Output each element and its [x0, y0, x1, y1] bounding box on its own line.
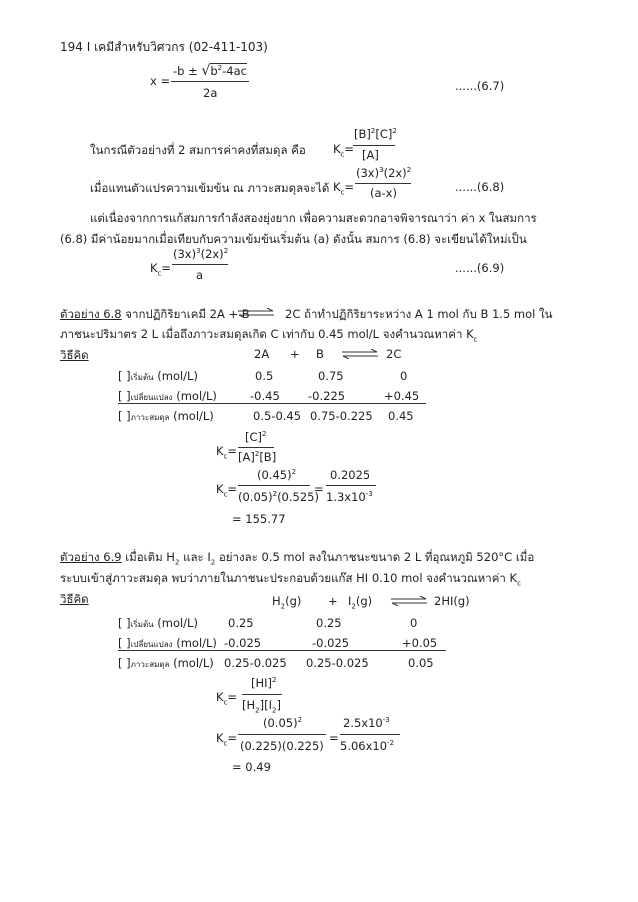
case2-numerator: $[B]^2[C]^2$ [354, 127, 397, 141]
table-cell: +0.45 [384, 389, 420, 403]
example-6-9-line-2: ระบบเข้าสู่ภาวะสมดุล พบว่าภายในภาชนะประกอบด้วยแก๊ส HI 0.10 mol จงคำนวณหาค่า $K_c$ [60, 571, 521, 588]
table-cell: 0.75-0.225 [310, 409, 373, 423]
example-6-9-label: ตัวอย่าง 6.9 [60, 550, 122, 564]
paragraph-line-1: แต่เนื่องจากการแก้สมการกำลังสองยุ่งยาก เพื่อความสะดวกอาจพิจารณาว่า ค่า x ในสมการ [90, 211, 537, 225]
approx-numerator: $(3x)^3(2x)^2$ [173, 247, 229, 261]
fraction-bar [238, 485, 310, 486]
table-cell: 0.05 [408, 656, 434, 670]
table-cell: 0 [410, 616, 418, 630]
ex68-kc-numerator: $[C]^2$ [245, 430, 267, 444]
table-cell: -0.025 [224, 636, 262, 650]
table-cell: 0.25-0.025 [306, 656, 369, 670]
ex69-result-denominator: $5.06x10^{-2}$ [340, 739, 395, 753]
fraction-bar [171, 81, 249, 82]
table-cell: 0.5-0.45 [253, 409, 302, 423]
paragraph-line-2: (6.8) มีค่าน้อยมากเมื่อเทียบกับความเข้มข้นเริ่มต้น (a) ดังนั้น สมการ (6.8) จะเขียนได้ใหม่เป็น [60, 232, 527, 246]
ex69-kc-denominator: $[H_2][I_2]$ [242, 698, 281, 715]
ex69-species-c: 2HI(g) [434, 594, 470, 608]
table-cell: 0 [400, 369, 408, 383]
ex69-final-result: = 0.49 [232, 760, 271, 774]
table-cell: 0.25 [228, 616, 254, 630]
example-6-8-line-1: ตัวอย่าง 6.8 จากปฏิกิริยาเคมี 2A + B [60, 307, 250, 321]
table-cell: -0.025 [312, 636, 350, 650]
equals-sign: = [329, 731, 339, 745]
equation-ref-6-8: ......(6.8) [455, 180, 505, 194]
ex68-kc-denominator: $[A]^2[B]$ [238, 450, 277, 464]
table-cell: 0.75 [318, 369, 344, 383]
ex68-row-initial: [ ]เริ่มต้น (mol/L) [118, 369, 198, 383]
equation-ref-6-9: ......(6.9) [455, 261, 505, 275]
table-divider [118, 403, 426, 404]
example-6-8-line-1b: 2C ถ้าทำปฏิกิริยาระหว่าง A 1 mol กับ B 1.5 mol ใน [285, 307, 553, 321]
ex68-kc-label: $K_c=$ [216, 444, 238, 461]
ex69-kc-label: $K_c=$ [216, 690, 238, 707]
table-cell: 0.45 [388, 409, 414, 423]
fraction-bar [238, 734, 326, 735]
ex69-kc-calc-label: $K_c=$ [216, 731, 238, 748]
equals-sign: = [314, 482, 324, 496]
equilibrium-arrows-icon [341, 349, 379, 359]
fraction-bar [326, 485, 376, 486]
example-6-9-method: วิธีคิด [60, 592, 89, 606]
substitute-text: เมื่อแทนตัวแปรความเข้มข้น ณ ภาวะสมดุลจะได้ [90, 181, 330, 195]
ex68-calc-numerator: $(0.45)^2$ [257, 468, 297, 482]
case2-denominator: [A] [362, 148, 379, 162]
ex69-plus: + [328, 594, 338, 608]
fraction-bar [242, 694, 282, 695]
table-divider [118, 650, 446, 651]
example-6-8-method: วิธีคิด [60, 348, 89, 362]
ex69-calc-numerator: $(0.05)^2$ [263, 716, 303, 730]
table-cell: +0.05 [402, 636, 438, 650]
fraction-bar [355, 183, 411, 184]
case2-kc: $K_c=$ [333, 142, 355, 159]
ex69-result-numerator: $2.5x10^{-3}$ [343, 716, 390, 730]
quadratic-numerator: $-b \pm √b^2-4ac$ [173, 63, 247, 79]
table-cell: -0.225 [308, 389, 346, 403]
ex68-final-result: = 155.77 [232, 512, 286, 526]
ex69-kc-numerator: [HI]$^2$ [251, 676, 277, 690]
page-header: 194 I เคมีสำหรับวิศวกร (02-411-103) [60, 40, 268, 54]
quadratic-lhs: x = [150, 74, 171, 88]
ex68-plus: + [290, 347, 300, 361]
fraction-bar [340, 734, 400, 735]
table-cell: 0.25-0.025 [224, 656, 287, 670]
ex68-species-b: B [316, 347, 324, 361]
ex68-species-a: 2A [254, 347, 270, 361]
sqrt-icon: √ [201, 63, 211, 79]
equation-ref-6-7: ......(6.7) [455, 79, 505, 93]
ex68-calc-denominator: $(0.05)^2(0.525)$ [238, 490, 319, 504]
example-6-8-line-2: ภาชนะปริมาตร 2 L เมื่อถึงภาวะสมดุลเกิด C เท่ากับ 0.45 mol/L จงคำนวณหาค่า $K_c$ [60, 327, 478, 344]
fraction-bar [353, 145, 395, 146]
fraction-bar [172, 264, 228, 265]
table-cell: -0.45 [250, 389, 280, 403]
quadratic-denominator: 2a [203, 86, 218, 100]
substitute-numerator: $(3x)^3(2x)^2$ [356, 166, 412, 180]
example-6-9-line-1: ตัวอย่าง 6.9 เมื่อเติม $H_2$ และ $I_2$ อย่างละ 0.5 mol ลงในภาชนะขนาด 2 L ที่อุณหภูมิ 520°C เมื่อ [60, 550, 535, 567]
ex69-row-equilibrium: [ ]ภาวะสมดุล (mol/L) [118, 656, 214, 670]
example-6-8-label: ตัวอย่าง 6.8 [60, 307, 122, 321]
ex68-kc-calc-label: $K_c=$ [216, 482, 238, 499]
substitute-kc: $K_c=$ [333, 180, 355, 197]
case2-text: ในกรณีตัวอย่างที่ 2 สมการค่าคงที่สมดุล คือ [90, 143, 306, 157]
ex69-calc-denominator: (0.225)(0.225) [240, 739, 324, 753]
ex69-row-change: [ ]เปลี่ยนแปลง (mol/L) [118, 636, 217, 650]
ex68-species-c: 2C [386, 347, 402, 361]
fraction-bar [238, 447, 274, 448]
equilibrium-arrows-icon [237, 308, 275, 318]
ex69-species-a: $H_2(g)$ [272, 594, 302, 611]
approx-denominator: a [196, 268, 204, 282]
ex69-row-initial: [ ]เริ่มต้น (mol/L) [118, 616, 198, 630]
substitute-denominator: (a-x) [370, 186, 397, 200]
ex68-row-equilibrium: [ ]ภาวะสมดุล (mol/L) [118, 409, 214, 423]
ex68-result-numerator: 0.2025 [330, 468, 371, 482]
ex68-result-denominator: $1.3x10^{-3}$ [326, 490, 373, 504]
ex69-species-b: $I_2(g)$ [348, 594, 373, 611]
table-cell: 0.5 [255, 369, 274, 383]
table-cell: 0.25 [316, 616, 342, 630]
equilibrium-arrows-icon [390, 596, 428, 606]
approx-kc: $K_c=$ [150, 261, 172, 278]
ex68-row-change: [ ]เปลี่ยนแปลง (mol/L) [118, 389, 217, 403]
